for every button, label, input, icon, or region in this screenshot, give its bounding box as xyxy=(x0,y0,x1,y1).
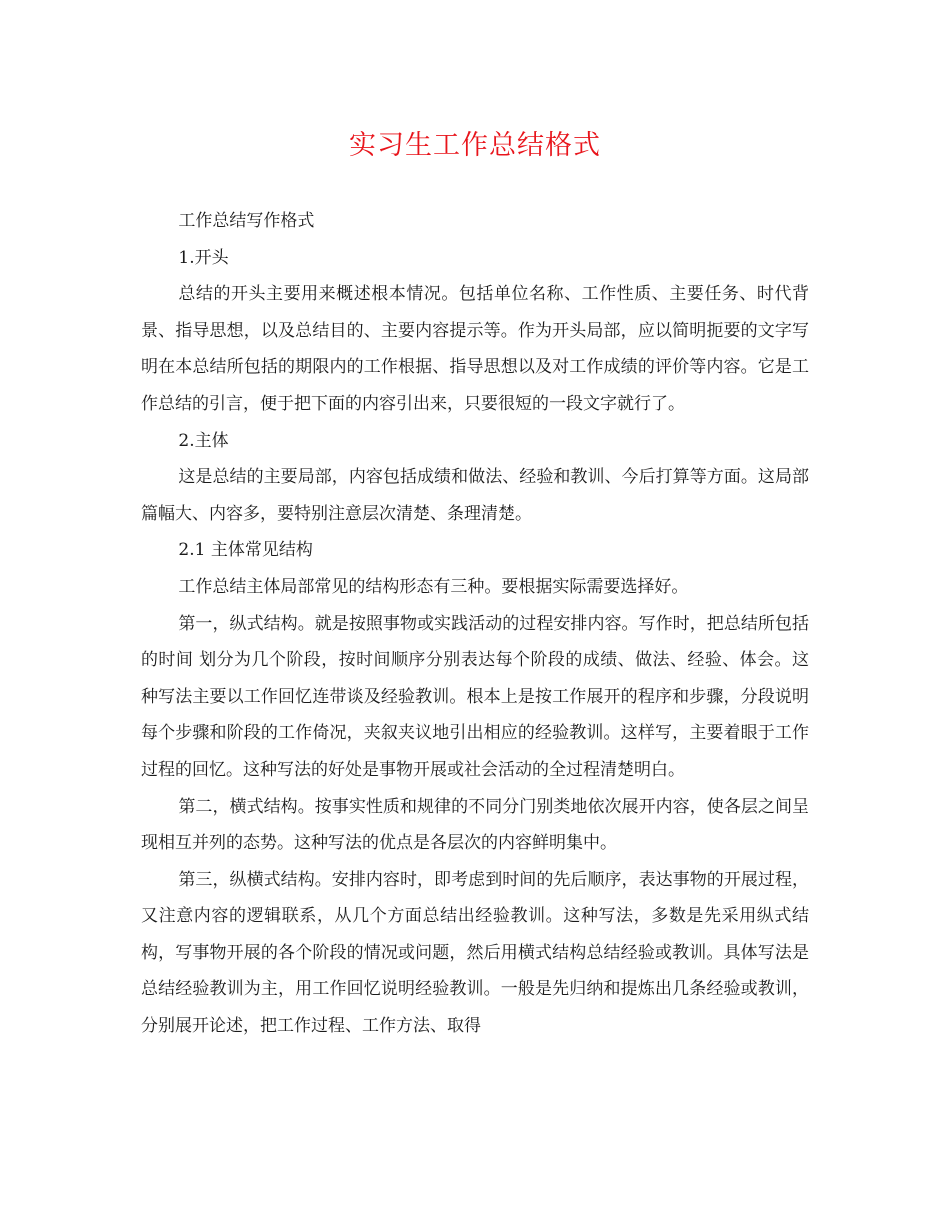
section-heading-body: 2.主体 xyxy=(178,430,229,451)
section-heading-opening: 1.开头 xyxy=(178,247,229,268)
section-heading-format: 工作总结写作格式 xyxy=(178,211,315,231)
paragraph-horizontal-structure: 第二，横式结构。按事实性质和规律的不同分门别类地依次展开内容，使各层之间呈现相互并列的态势。这种写法的优点是各层次的内容鲜明集中。 xyxy=(141,796,809,854)
document-title: 实习生工作总结格式 xyxy=(349,130,601,161)
document-body xyxy=(141,203,809,1045)
paragraph-structure-intro: 工作总结主体局部常见的结构形态有三种。要根据实际需要选择好。 xyxy=(178,576,689,597)
paragraph-opening: 总结的开头主要用来概述根本情况。包括单位名称、工作性质、主要任务、时代背景、指导思想，以及总结目的、主要内容提示等。作为开头局部，应以简明扼要的文字写明在本总结所包括的期限内的工作根据、指导思想以及对工作成绩的评价等内容。它是工作总结的引言，便于把下面的内容引出来，只要很短的一段文字就行了。 xyxy=(141,284,809,414)
subsection-heading-structure: 2.1 主体常见结构 xyxy=(178,540,313,561)
paragraph-body: 这是总结的主要局部，内容包括成绩和做法、经验和教训、今后打算等方面。这局部篇幅大、内容多，要特别注意层次清楚、条理清楚。 xyxy=(141,467,809,524)
paragraph-combined-structure: 第三，纵横式结构。安排内容时，即考虑到时间的先后顺序，表达事物的开展过程，又注意内容的逻辑联系，从几个方面总结出经验教训。这种写法，多数是先采用纵式结构，写事物开展的各个阶段的情况或问题，然后用横式结构总结经验或教训。具体写法是总结经验教训为主，用工作回忆说明经验教训。一般是先归纳和提炼出几条经验或教训，分别展开论述，把工作过程、工作方法、取得 xyxy=(141,869,809,1037)
paragraph-vertical-structure: 第一，纵式结构。就是按照事物或实践活动的过程安排内容。写作时，把总结所包括的时间 划分为几个阶段，按时间顺序分别表达每个阶段的成绩、做法、经验、体会。这种写法主要以工作回忆连带谈及经验教训。根本上是按工作展开的程序和步骤，分段说明每个步骤和阶段的工作倚况，夹叙夹议地引出相应的经验教训。这样写，主要着眼于工作过程的回忆。这种写法的好处是事物开展或社会活动的全过程清楚明白。 xyxy=(141,613,809,780)
